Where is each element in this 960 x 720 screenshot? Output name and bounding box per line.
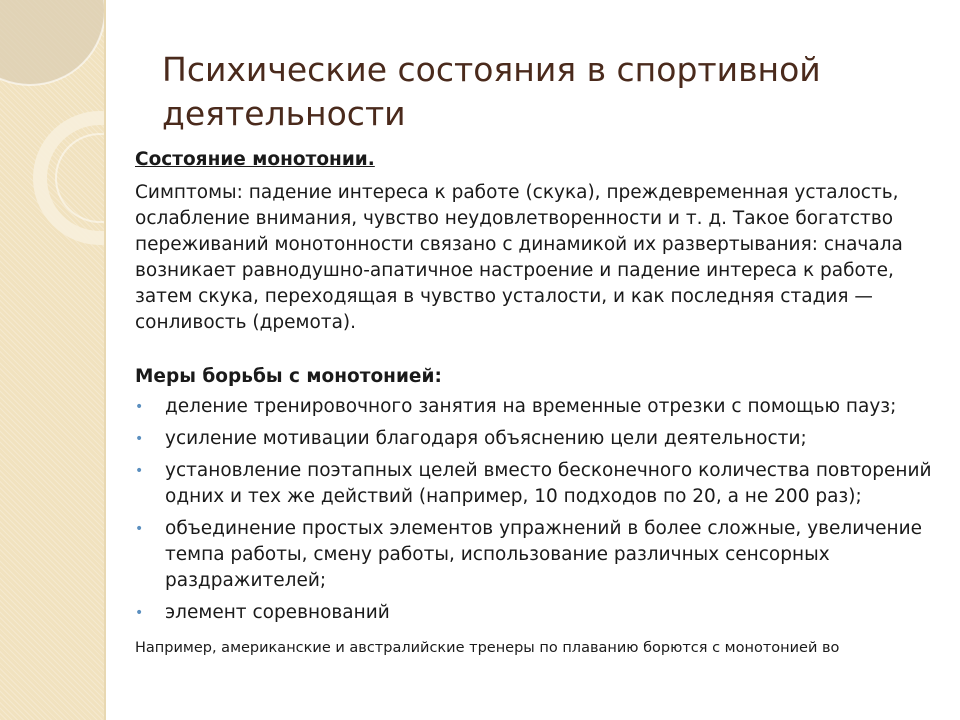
- decorative-side-panel: [0, 0, 104, 720]
- list-item-text: установление поэтапных целей вместо бесконечного количества повторений одних и тех же действий (например, 10 подходов по 20, а не 200 раз);: [165, 460, 932, 507]
- decorative-ring-inner: [56, 134, 104, 222]
- slide-title: Психические состояния в спортивной деятельности: [162, 50, 821, 133]
- list-item: [135, 426, 935, 452]
- decorative-circle-filled: [0, 0, 104, 85]
- list-item-text: объединение простых элементов упражнений в более сложные, увеличение темпа работы, смену работы, использование различных сенсорных раздражителей;: [165, 518, 923, 591]
- bullet-icon: •: [135, 399, 144, 415]
- side-panel-edge: [104, 0, 106, 720]
- list-item-text: деление тренировочного занятия на временные отрезки с помощью пауз;: [165, 396, 897, 417]
- measures-heading: Меры борьбы с монотонией:: [135, 366, 442, 387]
- list-item: [135, 394, 935, 420]
- measures-list: [135, 394, 935, 626]
- decorative-circles: [0, 0, 104, 720]
- symptoms-paragraph: Симптомы: падение интереса к работе (скука), преждевременная усталость, ослабление внимания, чувство неудовлетворенности и т. д. Такое богатство переживаний монотонности связано с динамикой их развертывания: сначала возникает равнодушно-апатичное настроение и падение интереса к работе, затем скука, переходящая в чувство усталости, и как последняя стадия — сонливость (дремота).: [135, 182, 903, 333]
- slide-content: [135, 147, 935, 658]
- list-item-text: усиление мотивации благодаря объяснению цели деятельности;: [165, 428, 807, 449]
- bullet-icon: •: [135, 431, 144, 447]
- footnote-text: Например, американские и австралийские тренеры по плаванию борются с монотонией во: [135, 640, 840, 656]
- list-item: [135, 516, 935, 594]
- bullet-icon: •: [135, 605, 144, 621]
- bullet-icon: •: [135, 521, 144, 537]
- decorative-ring-large: [40, 118, 104, 238]
- list-item: [135, 458, 935, 510]
- list-item-text: элемент соревнований: [165, 602, 390, 623]
- bullet-icon: •: [135, 463, 144, 479]
- list-item: [135, 600, 935, 626]
- subheading: Состояние монотонии.: [135, 149, 375, 170]
